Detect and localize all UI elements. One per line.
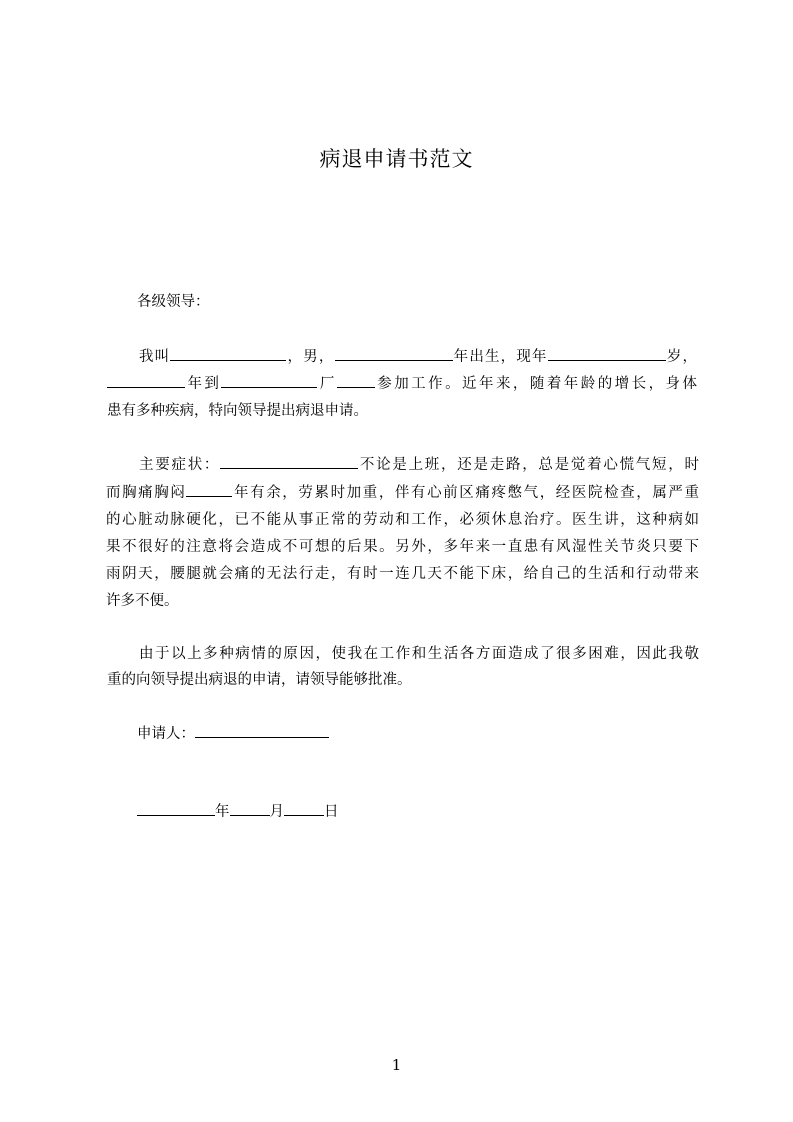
para1-line2: 年到 厂 参加工作。近年来，随着年龄的增长，身体 [107, 372, 697, 393]
symptom-blank [220, 454, 358, 469]
document-title: 病退申请书范文 [319, 147, 474, 171]
date-year-blank [137, 801, 215, 816]
name-blank [170, 346, 286, 361]
para1-line3: 患有多种疾病，特向领导提出病退申请。 [107, 403, 368, 419]
page-number: 1 [391, 1056, 402, 1074]
birth-year-blank [335, 346, 453, 361]
start-year-blank [107, 373, 185, 388]
para3-line2: 重的向领导提出病退的申请，请领导能够批准。 [107, 672, 412, 688]
greeting: 各级领导： [137, 294, 210, 310]
date-line: 年 月 日 [137, 800, 339, 821]
para2-line3: 的心脏动脉硬化，已不能从事正常的劳动和工作，必须休息治疗。医生讲，这种病如 [106, 512, 699, 528]
date-month-blank [230, 801, 270, 816]
work-blank [337, 373, 375, 388]
para2-line6: 许多不便。 [106, 593, 179, 609]
age-blank [548, 346, 666, 361]
applicant-line: 申请人： [137, 722, 329, 743]
para1-line1: 我叫 ，男， 年出生，现年 岁， [139, 345, 697, 366]
para2-line4: 果不很好的注意将会造成不可想的后果。另外，多年来一直患有风湿性关节炎只要下 [106, 539, 699, 555]
applicant-blank [195, 723, 329, 738]
para2-line1: 主要症状： 不论是上班，还是走路，总是觉着心慌气短，时 [139, 453, 699, 474]
para3-line1: 由于以上多种病情的原因，使我在工作和生活各方面造成了很多困难，因此我敬 [139, 646, 699, 662]
para2-line5: 雨阴天，腰腿就会痛的无法行走，有时一连几天不能下床，给自己的生活和行动带来 [106, 566, 699, 582]
factory-blank [221, 373, 317, 388]
para2-line2: 而胸痛胸闷 年有余，劳累时加重，伴有心前区痛疼憋气，经医院检查，属严重 [106, 481, 699, 502]
years-blank [186, 482, 232, 497]
date-day-blank [284, 801, 324, 816]
